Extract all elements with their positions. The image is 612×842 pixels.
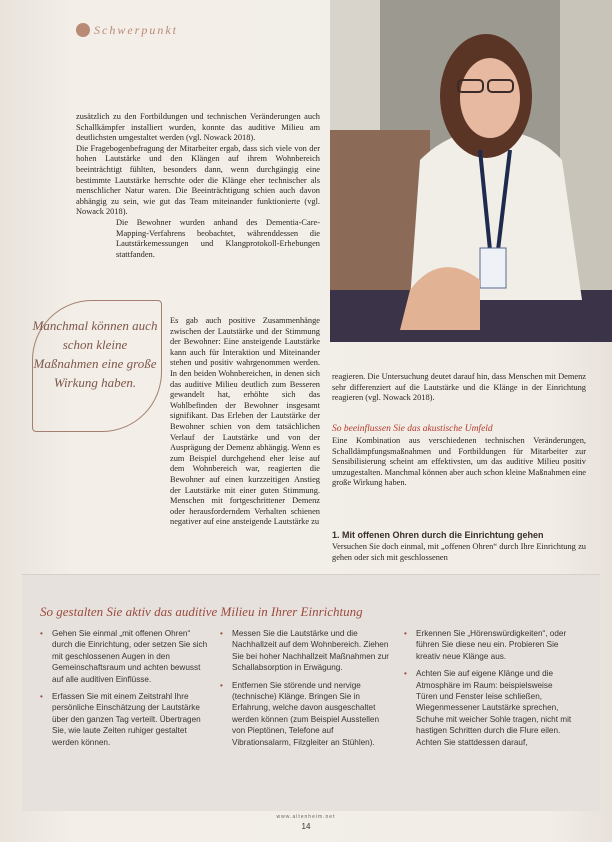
- paragraph: Eine Kombination aus verschiedenen technischen Veränderungen, Schalldämpfungsmaßnahmen und Fortbildungen für Mitarbeiter zur Sensibilisierung scheint am effektivsten, um das auditive Milieu positiv umzugestalten. Manchmal können aber auch schon kleine Maßnahmen eine große Wirkung haben.: [332, 436, 586, 488]
- portrait-illustration: [330, 0, 612, 342]
- portrait-photo: [330, 0, 612, 342]
- step-heading: 1. Mit offenen Ohren durch die Einrichtung gehen: [332, 530, 544, 540]
- section-rubric: [76, 20, 178, 40]
- footer-url: www.altenheim.net: [276, 814, 336, 820]
- left-column-wrapped-text: [170, 316, 320, 527]
- paragraph: Versuchen Sie doch einmal, mit „offenen Ohren“ durch Ihre Einrichtung zu gehen oder sich mit geschlossenen: [332, 542, 586, 562]
- tip-item: • Gehen Sie einmal „mit offenen Ohren“ durch die Einrichtung, oder setzen Sie sich mit geschlossenen Augen in den Gemeinschaftsraum und achten bewusst auf alle auditiven Einflüsse.: [40, 628, 210, 685]
- tip-item: • Entfernen Sie störende und nervige (technische) Klänge. Bringen Sie in Erfahrung, welche davon ausgeschaltet werden können (zum Beispiel Ausstellen von Pieptönen, Telefone auf Vibrationsalarm, Filzgleiter an Stühlen).: [220, 680, 390, 748]
- paragraph: reagieren. Die Untersuchung deutet darauf hin, dass Menschen mit Demenz sehr differenziert auf die Lautstärke und die Klänge in der Einrichtung reagieren (vgl. Nowack 2018).: [332, 372, 586, 403]
- paragraph: zusätzlich zu den Fortbildungen und technischen Veränderungen auch Schallkämpfer installiert wurden, konnte das auditive Milieu am deutlichsten umgestaltet werden (vgl. Nowack 2018).: [76, 112, 320, 143]
- tips-column-2: [220, 628, 390, 754]
- right-column-text-3: [332, 542, 586, 563]
- paragraph: Es gab auch positive Zusammenhänge zwischen der Lautstärke und der Stimmung der Bewohner: Eine ansteigende Lautstärke kann auch für Interaktion und Miteinander stehen und positiv wahrgenommen werden. In den beiden Wohnbereichen, in denen sich das auditive Milieu deutlich zum Besseren gewandelt hat, erhöhte sich das Wohlbefinden der Bewohner insgesamt signifikant. Das Erleben der Lautstärke der Bewohner schien von dem tatsächlichen Verlauf der Lautstärke und von der Ausprägung der Demenz abhängig. Wenn es zum Beispiel durchgehend eher leise auf dem Wohnbereich war, reagierten die Bewohner auf einen kurzzeitigen Anstieg der Lautstärke mit einer guten Stimmung. Menschen mit fortgeschrittener Demenz oder herausforderndem Verhalten schienen negativer auf eine ansteigende Lautstärke zu: [170, 316, 320, 527]
- tip-item: • Messen Sie die Lautstärke und die Nachhallzeit auf dem Wohnbereich. Ziehen Sie bei hoher Nachhallzeit Maßnahmen zur Schallabsorption in Erwägung.: [220, 628, 390, 674]
- tip-item: • Erkennen Sie „Hörenswürdigkeiten“, oder führen Sie diese neu ein. Probieren Sie kreativ neue Klänge aus.: [404, 628, 574, 662]
- pull-quote: Manchmal können auch schon kleine Maßnahmen eine große Wirkung haben.: [32, 318, 158, 390]
- right-column-text-2: [332, 436, 586, 489]
- paragraph: Die Fragebogenbefragung der Mitarbeiter ergab, dass sich viele von der hohen Lautstärke und den Klängen auf ihrem Wohnbereich beeinträchtigt fühlten, besonders dann, wenn durchgängig eine bestimmte Lautstärke herrschte oder die Klänge eher technischer als menschlicher Natur waren. Die Beeinträchtigung schien auch davon abhängig zu sein, wie gut das Team miteinander funktionierte (vgl. Nowack 2018).: [76, 143, 320, 217]
- section-heading: So beeinflussen Sie das akustische Umfeld: [332, 424, 493, 434]
- tips-column-3: [404, 628, 574, 754]
- paragraph: Die Bewohner wurden anhand des Dementia-Care-Mapping-Verfahrens beobachtet, währenddessen die Lautstärkemessungen und Klangprotokoll-Erhebungen stattfanden.: [116, 217, 320, 259]
- page-number: 14: [301, 822, 311, 831]
- left-column-text: [76, 112, 320, 260]
- tip-item: • Achten Sie auf eigene Klänge und die Atmosphäre im Raum: beispielsweise Türen und Fenster leise schließen, Wiegenmessener Lautstärke sprechen, Schuhe mit weicher Sohle tragen, nicht mit hastigen Schritten durch die Flure eilen. Achten Sie stattdessen darauf,: [404, 668, 574, 748]
- rubric-label: Schwerpunkt: [94, 22, 178, 37]
- rubric-dot: [76, 23, 90, 37]
- right-column-text: [332, 372, 586, 404]
- tips-column-1: [40, 628, 210, 754]
- tip-item: • Erfassen Sie mit einem Zeitstrahl Ihre persönliche Einschätzung der Lautstärke über den ganzen Tag verteilt. Übertragen Sie, wie laute Zeiten ruhiger gestaltet werden können.: [40, 691, 210, 748]
- tips-box-title: So gestalten Sie aktiv das auditive Milieu in Ihrer Einrichtung: [40, 604, 363, 619]
